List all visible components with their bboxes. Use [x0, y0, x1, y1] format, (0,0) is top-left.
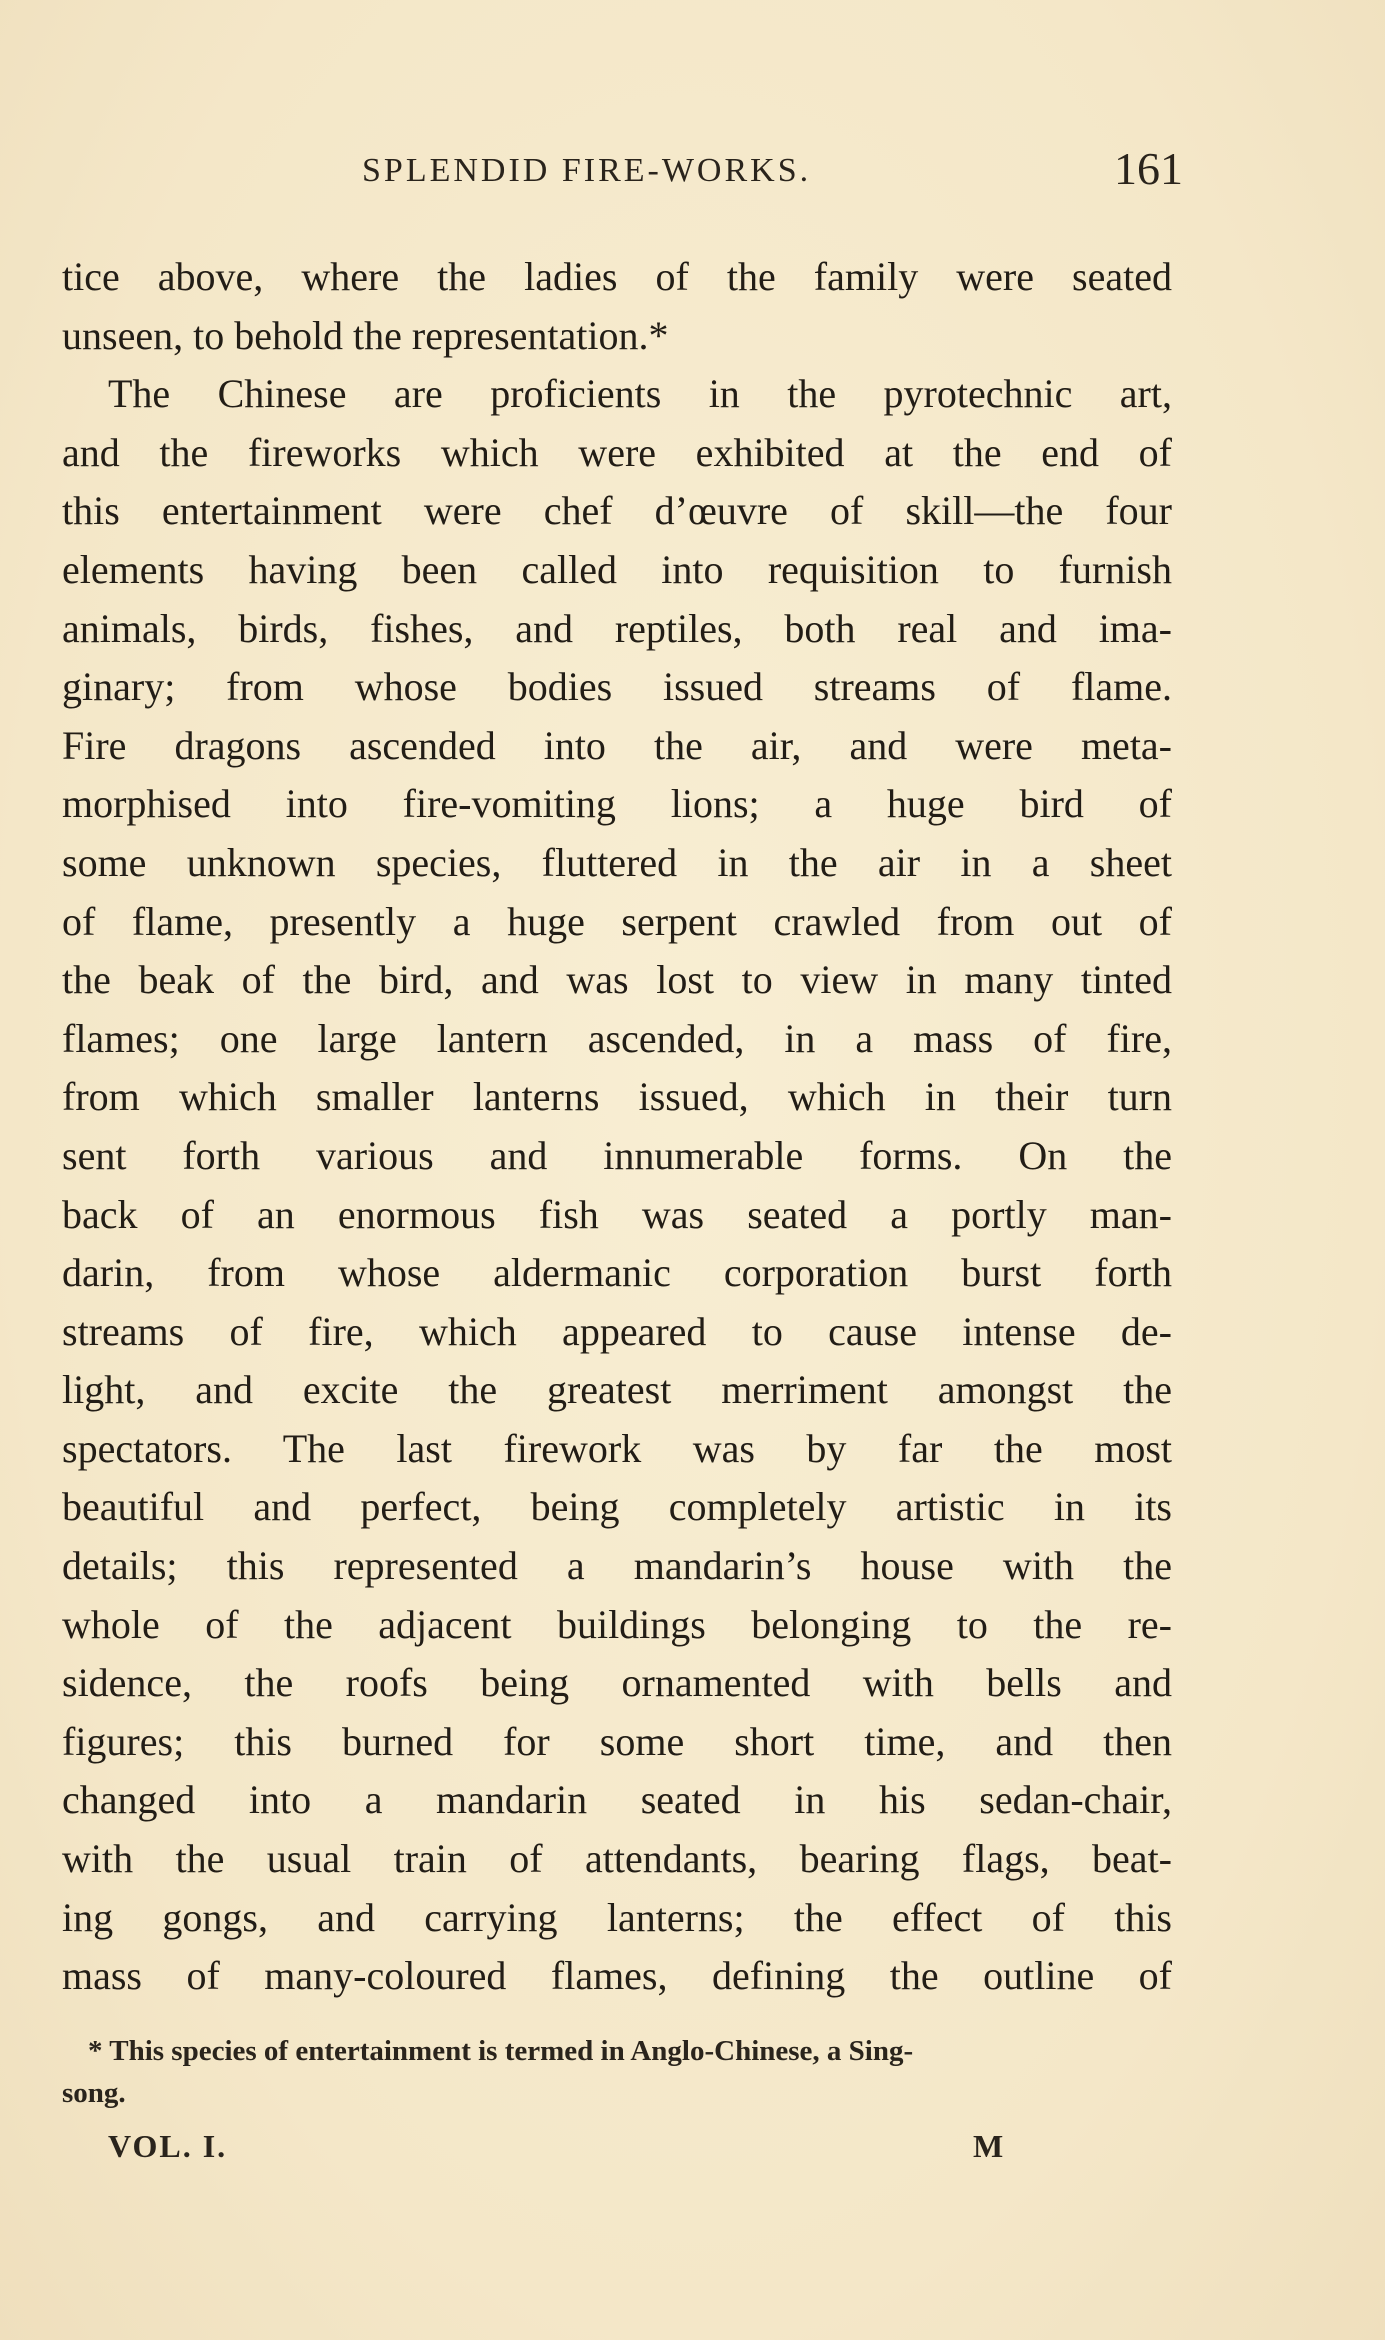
text-line: and the fireworks which were exhibited at the end of	[62, 429, 1172, 475]
signature-mark: M	[973, 2128, 1004, 2164]
text-line: The Chinese are proficients in the pyrotechnic art,	[108, 371, 1172, 417]
text-line: some unknown species, fluttered in the air in a sheet	[62, 839, 1172, 885]
text-line: darin, from whose aldermanic corporation burst forth	[62, 1250, 1172, 1296]
text-line: unseen, to behold the representation.*	[62, 312, 669, 358]
page-number: 161	[1114, 143, 1183, 194]
text-line: details; this represented a mandarin’s house with the	[62, 1543, 1172, 1589]
text-line: flames; one large lantern ascended, in a mass of fire,	[62, 1015, 1172, 1061]
text-line: Fire dragons ascended into the air, and were meta-	[62, 722, 1172, 768]
text-line: elements having been called into requisition to furnish	[62, 546, 1172, 592]
text-line: from which smaller lanterns issued, which in their turn	[62, 1074, 1172, 1120]
text-line: back of an enormous fish was seated a portly man-	[62, 1191, 1172, 1237]
text-line: of flame, presently a huge serpent crawled from out of	[62, 898, 1172, 944]
text-line: morphised into fire-vomiting lions; a huge bird of	[62, 781, 1172, 827]
text-line: ginary; from whose bodies issued streams of flame.	[62, 664, 1172, 710]
footnote-line: * This species of entertainment is termed in Anglo-Chinese, a Sing-	[88, 2035, 914, 2067]
text-line: spectators. The last firework was by far the most	[62, 1425, 1172, 1471]
text-line: streams of fire, which appeared to cause intense de-	[62, 1308, 1172, 1354]
footnote-line: song.	[62, 2077, 126, 2109]
text-line: animals, birds, fishes, and reptiles, both real and ima-	[62, 605, 1172, 651]
text-line: sent forth various and innumerable forms. On the	[62, 1132, 1172, 1178]
text-line: whole of the adjacent buildings belonging to the re-	[62, 1601, 1172, 1647]
text-line: ing gongs, and carrying lanterns; the effect of this	[62, 1894, 1172, 1940]
text-line: tice above, where the ladies of the family were seated	[62, 254, 1172, 299]
footnote	[62, 2030, 1170, 2114]
text-line: the beak of the bird, and was lost to view in many tinted	[62, 957, 1172, 1003]
volume-label: VOL. I.	[108, 2128, 228, 2164]
text-line: mass of many-coloured flames, defining the outline of	[62, 1953, 1172, 1999]
body-text	[62, 248, 1172, 2006]
text-line: figures; this burned for some short time, and then	[62, 1718, 1172, 1764]
text-line: with the usual train of attendants, bearing flags, beat-	[62, 1836, 1172, 1882]
text-line: this entertainment were chef d’œuvre of skill—the four	[62, 488, 1172, 534]
text-line: changed into a mandarin seated in his sedan-chair,	[62, 1777, 1172, 1823]
text-line: sidence, the roofs being ornamented with bells and	[62, 1660, 1172, 1706]
running-title: SPLENDID FIRE-WORKS.	[362, 152, 812, 189]
text-line: light, and excite the greatest merriment amongst the	[62, 1367, 1172, 1413]
text-line: beautiful and perfect, being completely artistic in its	[62, 1484, 1172, 1530]
